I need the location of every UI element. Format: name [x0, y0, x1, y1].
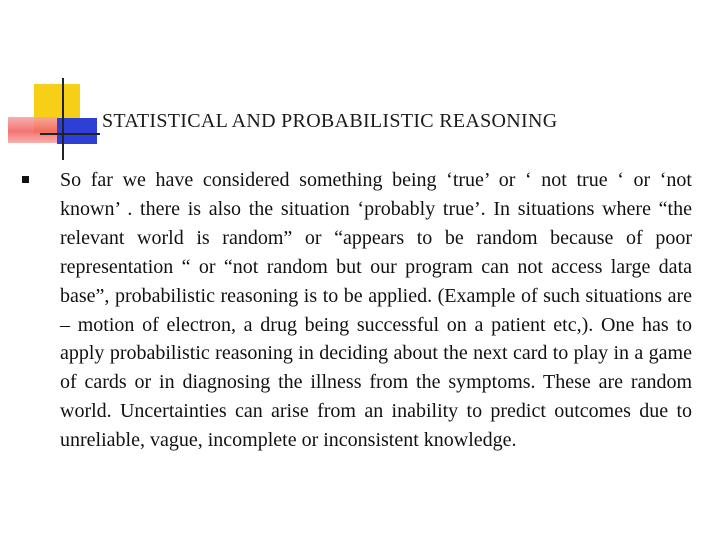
logo-horizontal-line [40, 133, 100, 135]
logo-red-bar [8, 117, 58, 143]
bullet-square-icon [22, 176, 29, 183]
bullet-paragraph: So far we have considered something being ‘true’ or ‘ not true ‘ or ‘not known’ . there is also the situation ‘probably true’. In situations where “the relevant world is random” or “appears to be random because of poor representation “ or “not random but our program can not access large data base”, probabilistic reasoning is to be applied. (Example of such situations are – motion of electron, a drug being successful on a patient etc,). One has to apply probabilistic reasoning in deciding about the next card to play in a game of cards or in diagnosing the illness from the symptoms. These are random world. Uncertainties can arise from an inability to predict outcomes due to unreliable, vague, incomplete or inconsistent knowledge. [60, 169, 692, 452]
slide-title: STATISTICAL AND PROBABILISTIC REASONING [102, 110, 558, 132]
logo-vertical-line [62, 78, 64, 160]
title-logo-graphic [0, 0, 90, 170]
